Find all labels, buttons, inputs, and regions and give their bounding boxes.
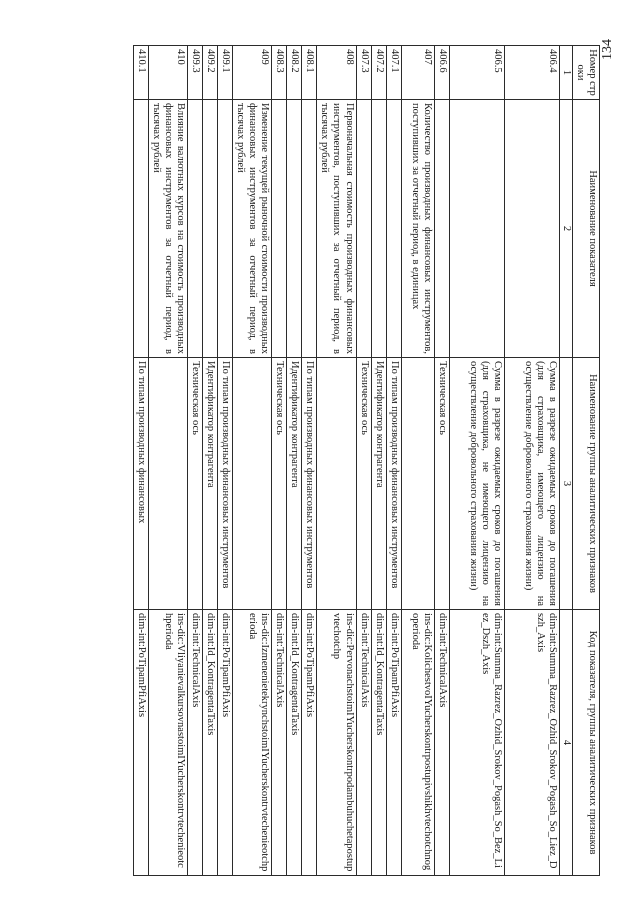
- indicator-name: [302, 100, 317, 358]
- row-number: 410: [148, 46, 187, 100]
- table-row: [187, 46, 202, 876]
- table-row: [302, 46, 317, 876]
- row-number: 408.3: [272, 46, 287, 100]
- group-name: По типам производных финансовых инструментов: [302, 358, 317, 610]
- indicator-code: ins-dic:IzmenenietekrynchstoimIYucherskontrvtechenieotchperioda: [233, 610, 272, 876]
- table-row: [233, 46, 272, 876]
- page-number: 134: [600, 39, 615, 60]
- group-name: Сумма в разрезе ожидаемых сроков до погашения (для страховщика, имеющего лицензию на осуществление добровольного страхования жизни): [504, 358, 559, 610]
- table-row: [386, 46, 401, 876]
- indicator-name: [356, 100, 371, 358]
- indicator-name: [187, 100, 202, 358]
- group-name: [401, 358, 434, 610]
- column-number: 2: [559, 100, 572, 358]
- row-number: 407.1: [386, 46, 401, 100]
- indicator-code: dim-int:Id_KontragentaTaxis: [371, 610, 386, 876]
- group-name: По типам производных финансовых инструментов: [217, 358, 232, 610]
- column-number: 4: [559, 610, 572, 876]
- header-group-name: Наименование группы аналитических признаков: [572, 358, 599, 610]
- group-name: [233, 358, 272, 610]
- indicator-name: [449, 100, 504, 358]
- group-name: Идентификатор контрагента: [371, 358, 386, 610]
- group-name: Техническая ось: [272, 358, 287, 610]
- row-number: 409.3: [187, 46, 202, 100]
- table-row: [217, 46, 232, 876]
- indicator-name: [386, 100, 401, 358]
- row-number: 409.2: [202, 46, 217, 100]
- group-name: Техническая ось: [356, 358, 371, 610]
- table-row: [449, 46, 504, 876]
- indicator-name: [434, 100, 449, 358]
- table-row: [371, 46, 386, 876]
- group-name: Идентификатор контрагента: [202, 358, 217, 610]
- group-name: Идентификатор контрагента: [287, 358, 302, 610]
- document-sheet: [40, 45, 600, 875]
- group-name: [317, 358, 356, 610]
- table-row: [356, 46, 371, 876]
- row-number: 409.1: [217, 46, 232, 100]
- row-number: 406.6: [434, 46, 449, 100]
- row-number: 409: [233, 46, 272, 100]
- indicator-code: dim-int:TechnicalAxis: [356, 610, 371, 876]
- table-row: [317, 46, 356, 876]
- header-row: [572, 46, 599, 876]
- indicator-name: [217, 100, 232, 358]
- row-number: 407.3: [356, 46, 371, 100]
- indicator-name: [202, 100, 217, 358]
- indicator-code: dim-int:TechnicalAxis: [272, 610, 287, 876]
- indicator-name: Влияние валютных курсов на стоимость производных финансовых инструментов за отчетный период, в тысячах рублей: [148, 100, 187, 358]
- row-number: 407: [401, 46, 434, 100]
- row-number: 408.1: [302, 46, 317, 100]
- table-row: [272, 46, 287, 876]
- indicator-code: ins-dic:VliyanievalkursovnastoimIYucherskontrvtechenieotchperioda: [148, 610, 187, 876]
- group-name: Сумма в разрезе ожидаемых сроков до погашения (для страховщика, не имеющего лицензию на осуществление добровольного страхования жизни): [449, 358, 504, 610]
- table-row: [202, 46, 217, 876]
- indicator-code: ins-dic:KolichestvoIYucherskontrpostupivshikhvtechotchnogoperioda: [401, 610, 434, 876]
- header-code: Код показателя, группы аналитических признаков: [572, 610, 599, 876]
- group-name: [148, 358, 187, 610]
- header-row-number: Номер строки: [572, 46, 599, 100]
- row-number: 410.1: [133, 46, 148, 100]
- indicator-code: dim-int:PoTipamPfiAxis: [133, 610, 148, 876]
- indicator-code: dim-int:PoTipamPfiAxis: [217, 610, 232, 876]
- group-name: Техническая ось: [187, 358, 202, 610]
- row-number: 408.2: [287, 46, 302, 100]
- indicator-code: dim-int:PoTipamPfiAxis: [386, 610, 401, 876]
- table-row: [148, 46, 187, 876]
- indicator-code: dim-int:Summa_Razrez_Ozhid_Srokov_Pogash_So_Liez_Dszh_Axis: [504, 610, 559, 876]
- indicator-code: dim-int:Id_KontragentaTaxis: [202, 610, 217, 876]
- indicator-name: [133, 100, 148, 358]
- column-number: 1: [559, 46, 572, 100]
- indicator-table: [133, 45, 600, 876]
- indicator-code: dim-int:TechnicalAxis: [434, 610, 449, 876]
- row-number: 407.2: [371, 46, 386, 100]
- table-row: [133, 46, 148, 876]
- indicator-name: Изменение текущей рыночной стоимости производных финансовых инструментов за отчетный период, в тысячах рублей: [233, 100, 272, 358]
- column-number: 3: [559, 358, 572, 610]
- row-number: 406.5: [449, 46, 504, 100]
- indicator-code: dim-int:PoTipamPfiAxis: [302, 610, 317, 876]
- row-number: 406.4: [504, 46, 559, 100]
- indicator-name: [371, 100, 386, 358]
- group-name: Техническая ось: [434, 358, 449, 610]
- indicator-name: [504, 100, 559, 358]
- indicator-name: [272, 100, 287, 358]
- indicator-name: Первоначальная стоимость производных финансовых инструментов, поступивших за отчетный период, в тысячах рублей: [317, 100, 356, 358]
- indicator-name: Количество производных финансовых инструментов, поступивших за отчетный период, в единицах: [401, 100, 434, 358]
- indicator-code: dim-int:Summa_Razrez_Ozhid_Srokov_Pogash_So_Bez_Liez_Dszh_Axis: [449, 610, 504, 876]
- indicator-code: dim-int:TechnicalAxis: [187, 610, 202, 876]
- table-row: [287, 46, 302, 876]
- table-row: [504, 46, 559, 876]
- table-row: [401, 46, 434, 876]
- row-number: 408: [317, 46, 356, 100]
- column-number-row: [559, 46, 572, 876]
- indicator-name: [287, 100, 302, 358]
- table-row: [434, 46, 449, 876]
- indicator-code: ins-dic:PervonachstoimIYucherskontrpodambuhuchetapostupvtechotchp: [317, 610, 356, 876]
- indicator-code: dim-int:Id_KontragentaTaxis: [287, 610, 302, 876]
- header-indicator-name: Наименование показателя: [572, 100, 599, 358]
- group-name: По типам производных финансовых: [133, 358, 148, 610]
- group-name: По типам производных финансовых инструментов: [386, 358, 401, 610]
